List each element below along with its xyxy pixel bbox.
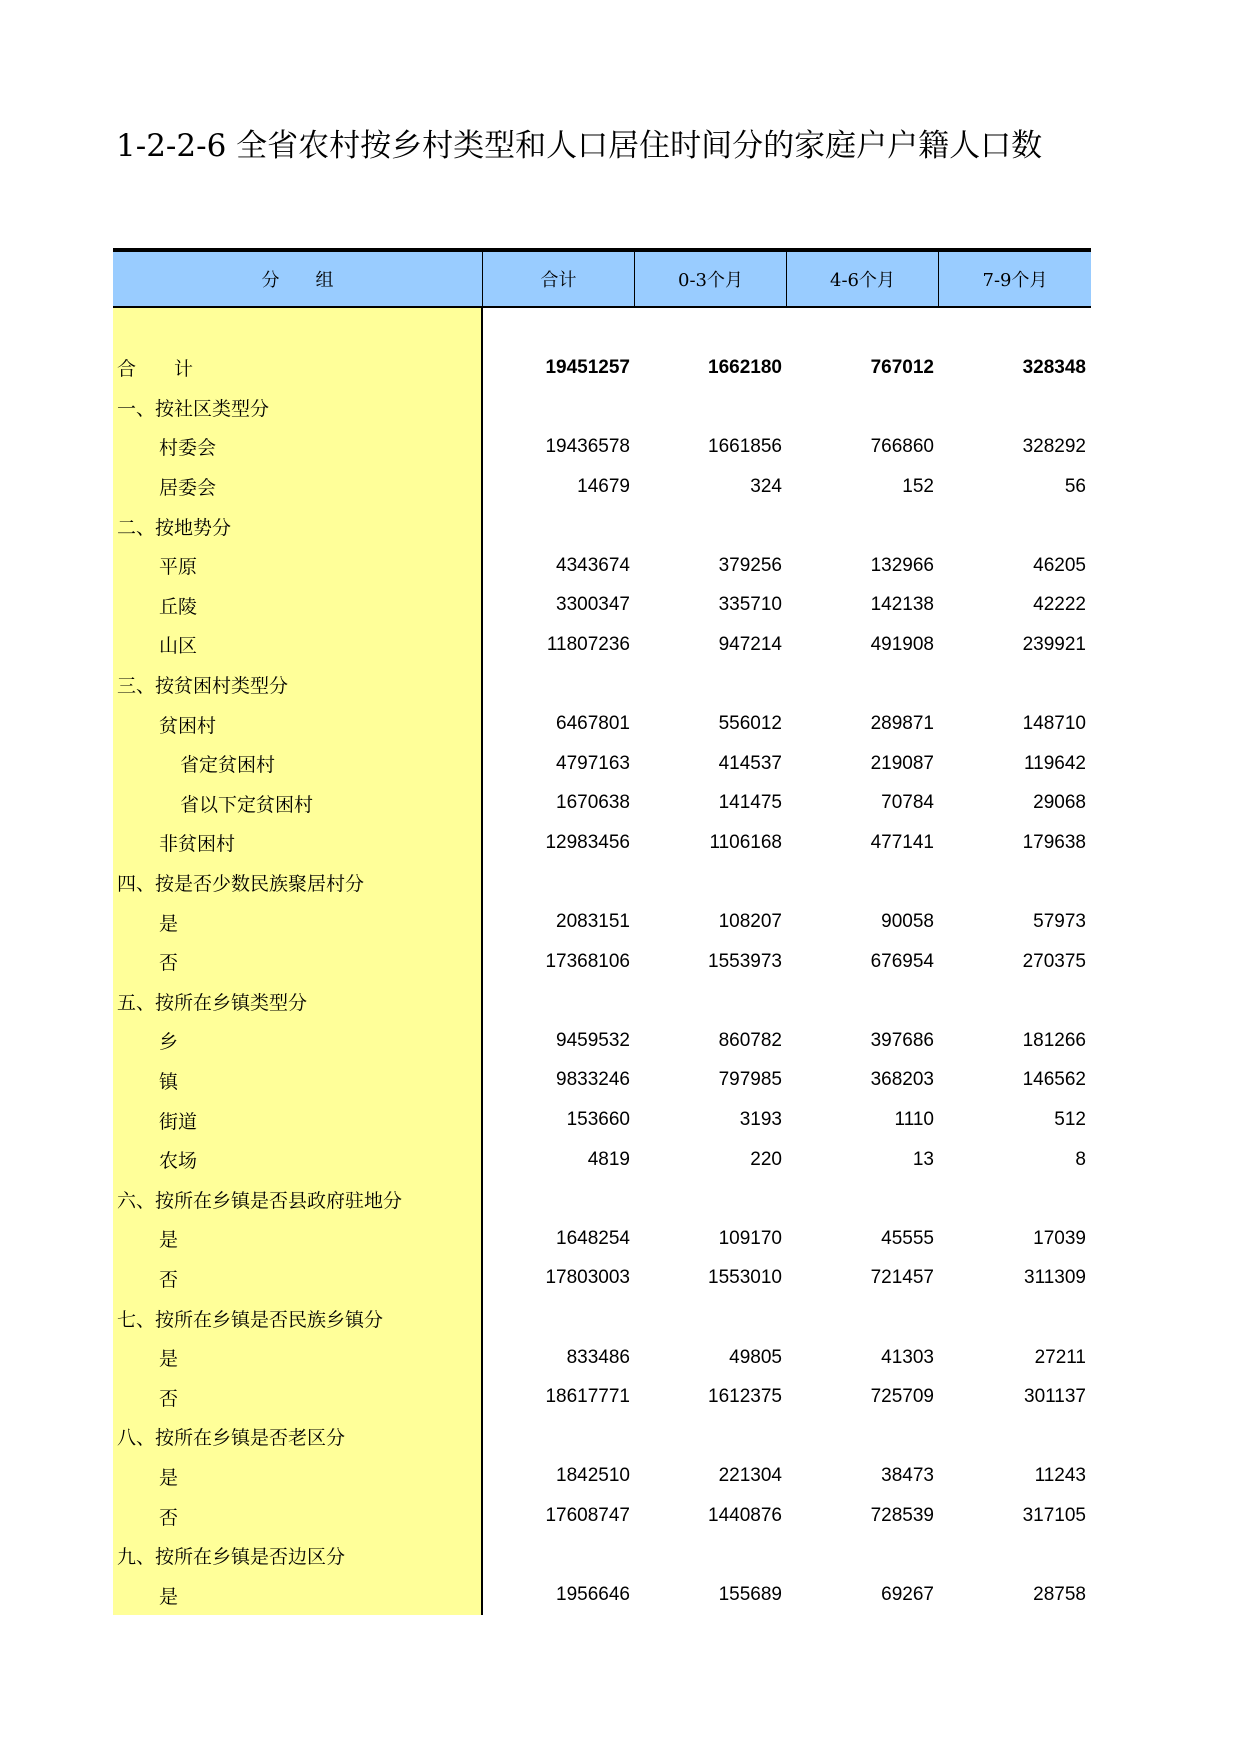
4-6-months-cell: 766860 [870, 435, 934, 457]
7-9-months-cell: 17039 [1033, 1227, 1086, 1249]
7-9-months-cell: 56 [1064, 475, 1086, 497]
4-6-months-cell: 142138 [870, 594, 934, 616]
column-header-total: 合计 [483, 252, 635, 306]
0-3-months-cell: 220 [750, 1148, 782, 1170]
row-label: 是 [159, 1585, 179, 1608]
total-cell: 2083151 [556, 911, 630, 933]
total-row [113, 348, 1091, 388]
7-9-months-cell: 311309 [1024, 1267, 1086, 1289]
total-cell: 12983456 [545, 831, 630, 853]
table-row [113, 1219, 1091, 1259]
7-9-months-cell: 28758 [1033, 1584, 1086, 1606]
row-label: 三、按贫困村类型分 [117, 675, 289, 698]
0-3-months-cell: 1106168 [709, 831, 782, 853]
column-header-7-9-months: 7-9个月 [982, 270, 1048, 291]
row-label: 山区 [159, 635, 198, 658]
0-3-months-cell: 414537 [718, 752, 782, 774]
table-row [113, 1021, 1091, 1061]
table-row [113, 1140, 1091, 1180]
section-row [113, 665, 1091, 705]
total-cell: 1842510 [556, 1465, 630, 1487]
column-header-4-6-months: 4-6个月 [787, 252, 939, 306]
4-6-months-cell: 725709 [870, 1386, 934, 1408]
4-6-months-cell: 69267 [881, 1584, 934, 1606]
row-label: 八、按所在乡镇是否老区分 [117, 1427, 346, 1450]
row-label: 九、按所在乡镇是否边区分 [117, 1546, 346, 1569]
section-row [113, 388, 1091, 428]
0-3-months-cell: 109170 [718, 1227, 782, 1249]
7-9-months-cell: 8 [1075, 1148, 1086, 1170]
total-cell: 1956646 [556, 1584, 630, 1606]
row-label: 二、按地势分 [117, 516, 232, 539]
table-body [113, 308, 1091, 1615]
page-title: 1-2-2-6 全省农村按乡村类型和人口居住时间分的家庭户户籍人口数 [116, 128, 1043, 164]
total-cell: 19451257 [545, 356, 630, 378]
7-9-months-cell: 239921 [1022, 633, 1086, 655]
0-3-months-cell: 3193 [739, 1109, 782, 1131]
4-6-months-cell: 477141 [870, 831, 934, 853]
row-label: 否 [159, 1387, 179, 1410]
table-header [113, 252, 1091, 308]
row-label: 非贫困村 [159, 833, 236, 856]
section-row [113, 1417, 1091, 1457]
row-label: 农场 [159, 1150, 198, 1173]
7-9-months-cell: 148710 [1022, 713, 1086, 735]
row-label: 否 [159, 952, 179, 975]
row-label: 五、按所在乡镇类型分 [117, 991, 308, 1014]
4-6-months-cell: 721457 [870, 1267, 934, 1289]
4-6-months-cell: 132966 [870, 554, 934, 576]
row-label: 是 [159, 1348, 179, 1371]
7-9-months-cell: 27211 [1034, 1346, 1086, 1368]
0-3-months-cell: 1661856 [708, 435, 782, 457]
0-3-months-cell: 1440876 [708, 1505, 782, 1527]
total-cell: 833486 [566, 1346, 630, 1368]
table-row [113, 744, 1091, 784]
0-3-months-cell: 49805 [729, 1346, 782, 1368]
0-3-months-cell: 324 [750, 475, 782, 497]
row-label: 否 [159, 1268, 179, 1291]
row-label: 七、按所在乡镇是否民族乡镇分 [117, 1308, 384, 1331]
total-cell: 18617771 [545, 1386, 630, 1408]
row-label: 丘陵 [159, 595, 198, 618]
row-label: 是 [159, 1229, 179, 1252]
section-row [113, 1298, 1091, 1338]
row-label: 镇 [159, 1070, 179, 1093]
0-3-months-cell: 947214 [718, 633, 782, 655]
0-3-months-cell: 1662180 [708, 356, 782, 378]
row-label: 平原 [159, 556, 198, 579]
table-row [113, 546, 1091, 586]
total-cell: 1670638 [556, 792, 630, 814]
row-label: 村委会 [159, 437, 217, 460]
7-9-months-cell: 270375 [1022, 950, 1086, 972]
0-3-months-cell: 221304 [718, 1465, 782, 1487]
table-row [113, 1496, 1091, 1536]
table-row [113, 625, 1091, 665]
4-6-months-cell: 397686 [870, 1029, 934, 1051]
7-9-months-cell: 46205 [1033, 554, 1086, 576]
0-3-months-cell: 379256 [718, 554, 782, 576]
total-cell: 19436578 [545, 435, 630, 457]
table-row [113, 1259, 1091, 1299]
table-row [113, 1100, 1091, 1140]
0-3-months-cell: 1553010 [708, 1267, 782, 1289]
7-9-months-cell: 512 [1054, 1109, 1086, 1131]
total-cell: 3300347 [556, 594, 630, 616]
table-row [113, 704, 1091, 744]
0-3-months-cell: 335710 [718, 594, 782, 616]
section-row [113, 506, 1091, 546]
row-label: 四、按是否少数民族聚居村分 [117, 873, 365, 896]
column-header-group: 分 组 [113, 252, 483, 306]
7-9-months-cell: 29068 [1033, 792, 1086, 814]
column-header-0-3-months: 0-3个月 [635, 252, 787, 306]
4-6-months-cell: 70784 [881, 792, 934, 814]
0-3-months-cell: 556012 [718, 713, 782, 735]
row-label: 省定贫困村 [180, 754, 276, 777]
section-row [113, 982, 1091, 1022]
section-row [113, 863, 1091, 903]
row-label: 街道 [159, 1110, 198, 1133]
7-9-months-cell: 57973 [1033, 911, 1086, 933]
total-cell: 9833246 [556, 1069, 630, 1091]
total-cell: 6467801 [556, 713, 630, 735]
4-6-months-cell: 491908 [870, 633, 934, 655]
total-cell: 4819 [587, 1148, 630, 1170]
7-9-months-cell: 179638 [1022, 831, 1086, 853]
total-cell: 17803003 [545, 1267, 630, 1289]
7-9-months-cell: 181266 [1022, 1029, 1086, 1051]
row-label: 一、按社区类型分 [117, 397, 270, 420]
section-row [113, 1179, 1091, 1219]
row-label: 乡 [159, 1031, 179, 1054]
total-cell: 17608747 [545, 1505, 630, 1527]
row-label: 是 [159, 1466, 179, 1489]
total-cell: 14679 [577, 475, 630, 497]
4-6-months-cell: 289871 [870, 713, 934, 735]
total-cell: 11807236 [546, 633, 630, 655]
7-9-months-cell: 328292 [1022, 435, 1086, 457]
section-row [113, 1536, 1091, 1576]
4-6-months-cell: 13 [912, 1148, 934, 1170]
table-row [113, 427, 1091, 467]
total-cell: 17368106 [545, 950, 630, 972]
4-6-months-cell: 45555 [881, 1227, 934, 1249]
total-cell: 153660 [566, 1109, 630, 1131]
row-label: 省以下定贫困村 [180, 793, 314, 816]
0-3-months-cell: 797985 [718, 1069, 782, 1091]
table-row [113, 1338, 1091, 1378]
0-3-months-cell: 1612375 [708, 1386, 782, 1408]
table-row [113, 1377, 1091, 1417]
4-6-months-cell: 219087 [870, 752, 934, 774]
row-label: 贫困村 [159, 714, 217, 737]
7-9-months-cell: 301137 [1024, 1386, 1086, 1408]
table-row [113, 586, 1091, 626]
data-table [113, 248, 1091, 1615]
total-cell: 4797163 [556, 752, 630, 774]
7-9-months-cell: 146562 [1022, 1069, 1086, 1091]
0-3-months-cell: 141475 [718, 792, 782, 814]
0-3-months-cell: 860782 [718, 1029, 782, 1051]
0-3-months-cell: 108207 [718, 911, 782, 933]
row-label: 六、按所在乡镇是否县政府驻地分 [117, 1189, 403, 1212]
total-cell: 4343674 [556, 554, 630, 576]
0-3-months-cell: 155689 [718, 1584, 782, 1606]
table-row [113, 902, 1091, 942]
4-6-months-cell: 152 [902, 475, 934, 497]
total-cell: 9459532 [556, 1029, 630, 1051]
4-6-months-cell: 1110 [894, 1109, 934, 1131]
row-label: 合 计 [117, 358, 194, 381]
7-9-months-cell: 11243 [1034, 1465, 1086, 1487]
7-9-months-cell: 317105 [1022, 1505, 1086, 1527]
row-label: 否 [159, 1506, 179, 1529]
7-9-months-cell: 42222 [1033, 594, 1086, 616]
table-row [113, 467, 1091, 507]
table-row [113, 1575, 1091, 1615]
row-label: 是 [159, 912, 179, 935]
table-row [113, 784, 1091, 824]
4-6-months-cell: 767012 [870, 356, 934, 378]
table-row [113, 942, 1091, 982]
table-row [113, 823, 1091, 863]
4-6-months-cell: 41303 [881, 1346, 934, 1368]
table-row [113, 1061, 1091, 1101]
4-6-months-cell: 38473 [881, 1465, 934, 1487]
7-9-months-cell: 328348 [1022, 356, 1086, 378]
4-6-months-cell: 676954 [870, 950, 934, 972]
7-9-months-cell: 119642 [1024, 752, 1086, 774]
table-row [113, 1457, 1091, 1497]
total-cell: 1648254 [556, 1227, 630, 1249]
4-6-months-cell: 90058 [881, 911, 934, 933]
table-rows [113, 348, 1091, 1615]
4-6-months-cell: 368203 [870, 1069, 934, 1091]
row-label: 居委会 [159, 477, 217, 500]
0-3-months-cell: 1553973 [708, 950, 782, 972]
4-6-months-cell: 728539 [870, 1505, 934, 1527]
